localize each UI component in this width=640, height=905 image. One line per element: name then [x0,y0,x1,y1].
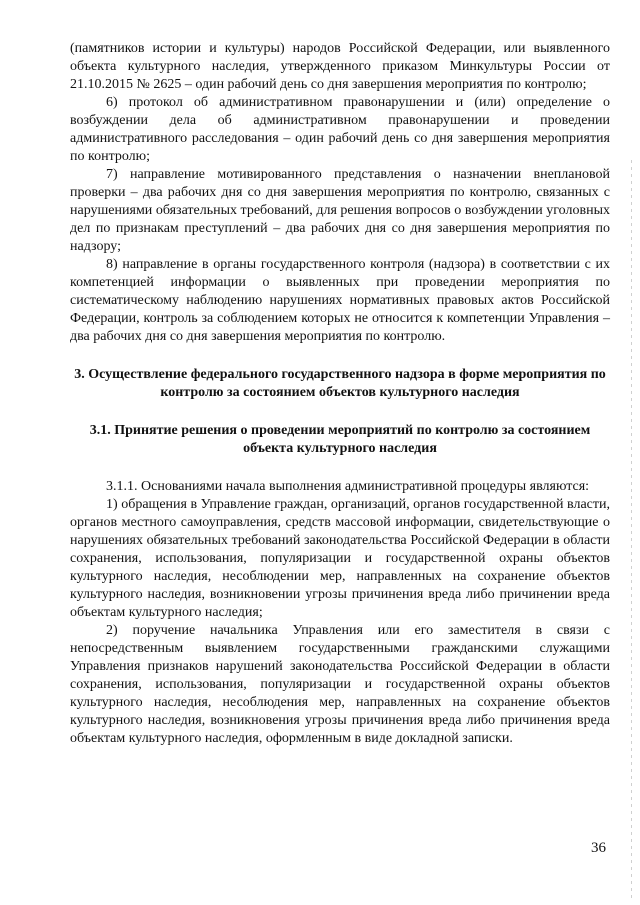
paragraph-item-6: 6) протокол об административном правонарушении и (или) определение о возбуждении дела об административном правонарушении и проведении административного расследования – один рабочий день со дня завершения мероприятия по контролю; [70,95,610,164]
paragraph-basis-2: 2) поручение начальника Управления или его заместителя в связи с непосредственным выявлением государственными гражданскими служащими Управления признаков нарушений законодательства Российской Федерации в области сохранения, использования, популяризации и государственной охраны объектов культурного наследия, несоблюдения мер, направленных на сохранение объектов культурного наследия, возникновения угрозы причинения вреда либо причинения вреда объектам культурного наследия, оформленным в виде докладной записки. [70,623,610,746]
page-number: 36 [591,840,606,856]
paragraph-3-1-1: 3.1.1. Основаниями начала выполнения административной процедуры являются: [106,479,590,494]
paragraph-item-8: 8) направление в органы государственного контроля (надзора) в соответствии с их компетенцией информации о выявленных при проведении мероприятия по систематическому наблюдению нарушениях нормативных правовых актов Российской Федерации, контроль за соблюдением которых не относится к компетенции Управления – два рабочих дня со дня завершения мероприятия по контролю. [70,257,610,344]
document-page [70,40,610,748]
scan-edge-mark [631,160,632,900]
paragraph-continuation: (памятников истории и культуры) народов Российской Федерации, или выявленного объекта культурного наследия, утвержденного приказом Минкультуры России от 21.10.2015 № 2625 – один рабочий день со дня завершения мероприятия по контролю; [70,41,610,92]
section-heading-3: 3. Осуществление федерального государственного надзора в форме мероприятия по контролю за состоянием объектов культурного наследия [74,367,606,400]
subsection-heading-3-1: 3.1. Принятие решения о проведении мероприятий по контролю за состоянием объекта культурного наследия [89,423,591,456]
paragraph-item-7: 7) направление мотивированного представления о назначении внеплановой проверки – два рабочих дня со дня завершения мероприятия по контролю, связанных с нарушениями обязательных требований, для решения вопросов о возбуждении уголовных дел по признакам преступлений – два рабочих дня со дня завершения мероприятия по надзору; [70,167,610,254]
paragraph-basis-1: 1) обращения в Управление граждан, организаций, органов государственной власти, органов местного самоуправления, средств массовой информации, свидетельствующие о нарушениях обязательных требований законодательства Российской Федерации в области сохранения, использования, популяризации и государственной охраны объектов культурного наследия, несоблюдении мер, направленных на сохранение объектов культурного наследия, возникновении угрозы причинения вреда либо причинении вреда объектам культурного наследия; [70,497,610,620]
